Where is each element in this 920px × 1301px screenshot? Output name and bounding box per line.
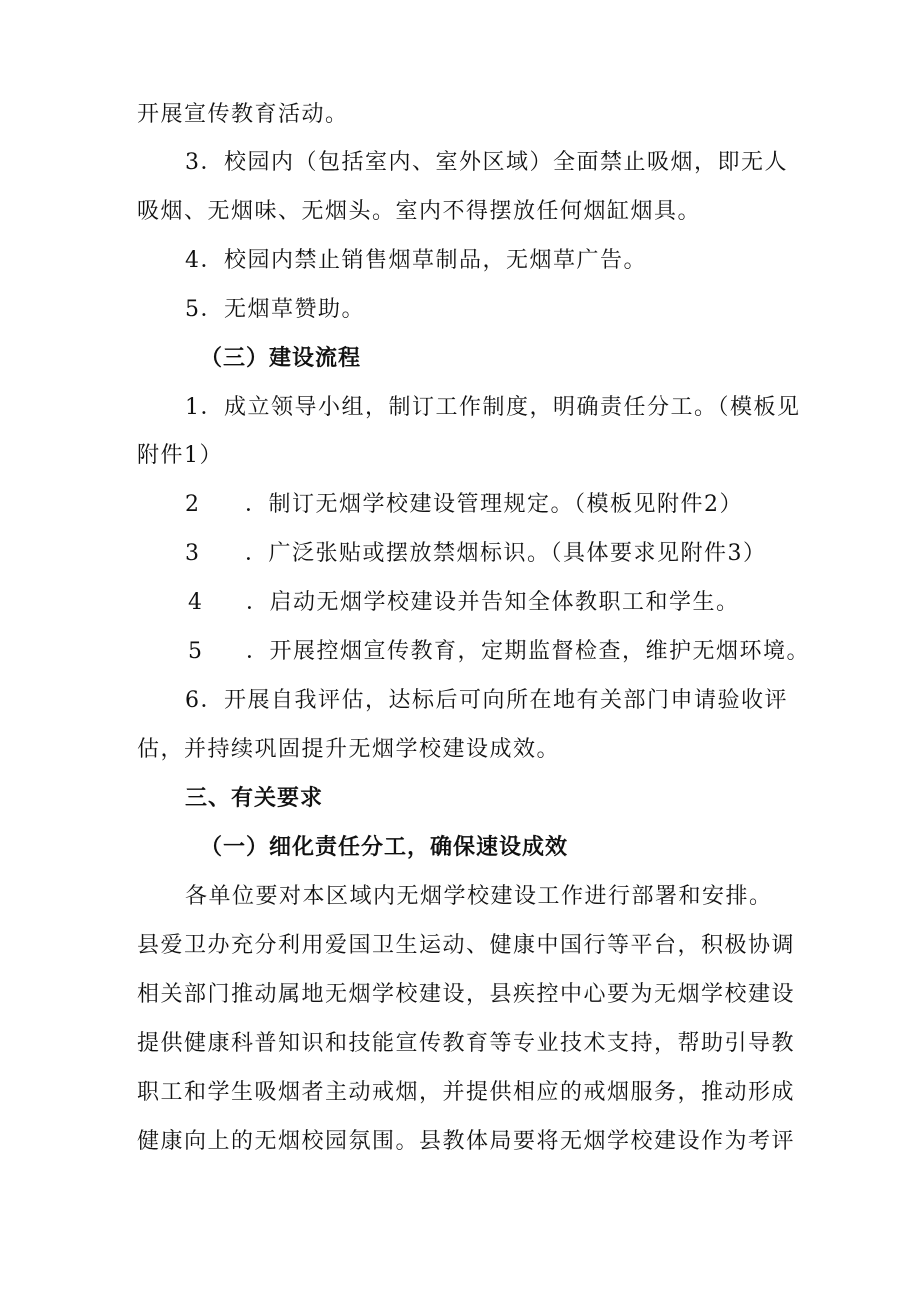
flow-3-text: ．广泛张贴或摆放禁烟标识。（具体要求见附件3）: [245, 541, 767, 566]
paragraph-line-3: 相关部门推动属地无烟学校建设，县疾控中心要为无烟学校建设: [137, 982, 796, 1007]
paragraph-line-1: 各单位要对本区域内无烟学校建设工作进行部署和安排。: [185, 884, 773, 909]
item-5: 5．无烟草赞助。: [185, 297, 365, 322]
flow-3: [185, 539, 767, 569]
flow-4: [188, 588, 740, 618]
subsection-1-heading: （一）细化责任分工，确保速设成效: [200, 835, 569, 860]
paragraph-line-2: 县爱卫办充分利用爱国卫生运动、健康中国行等平台，积极协调: [137, 933, 796, 958]
flow-2: [185, 490, 743, 520]
item-4: 4．校园内禁止销售烟草制品，无烟草广告。: [185, 248, 647, 273]
item-3-line-2: 吸烟、无烟味、无烟头。室内不得摆放任何烟缸烟具。: [137, 199, 702, 224]
item-3-line-1: 3．校园内（包括室内、室外区域）全面禁止吸烟，即无人: [185, 150, 788, 175]
flow-4-number: 4: [188, 590, 204, 615]
flow-6-line-2: 估，并持续巩固提升无烟学校建设成效。: [137, 737, 561, 762]
flow-1-line-1: 1．成立领导小组，制订工作制度，明确责任分工。（模板见: [185, 395, 801, 420]
part-3-heading: 三、有关要求: [185, 786, 324, 811]
flow-3-number: 3: [185, 541, 201, 566]
flow-6-line-1: 6．开展自我评估，达标后可向所在地有关部门申请验收评: [185, 688, 788, 713]
section-3-heading: （三）建设流程: [200, 346, 362, 371]
flow-4-text: ．启动无烟学校建设并告知全体教职工和学生。: [246, 590, 740, 615]
paragraph-line-5: 职工和学生吸烟者主动戒烟，并提供相应的戒烟服务，推动形成: [137, 1080, 796, 1105]
flow-1-line-2: 附件1）: [137, 443, 223, 468]
flow-5-number: 5: [188, 639, 204, 664]
flow-2-text: ．制订无烟学校建设管理规定。（模板见附件2）: [245, 492, 743, 517]
flow-5: [188, 637, 810, 667]
paragraph-line-4: 提供健康科普知识和技能宣传教育等专业技术支持，帮助引导教: [137, 1031, 796, 1056]
paragraph-line-6: 健康向上的无烟校园氛围。县教体局要将无烟学校建设作为考评: [137, 1129, 796, 1154]
flow-2-number: 2: [185, 492, 201, 517]
paragraph-ending: 开展宣传教育活动。: [137, 102, 349, 127]
flow-5-text: ．开展控烟宣传教育，定期监督检查，维护无烟环境。: [246, 639, 811, 664]
